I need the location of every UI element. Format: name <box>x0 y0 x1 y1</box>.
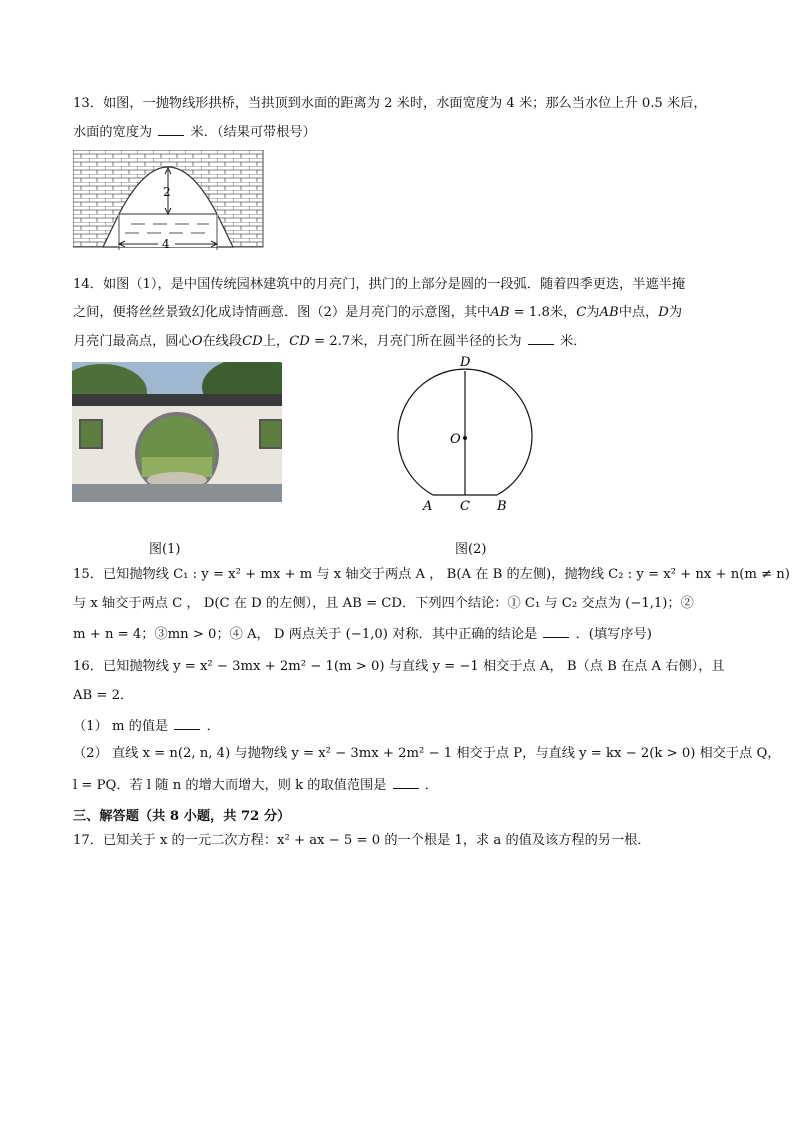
q13-line2 <box>73 123 316 141</box>
q16-text: l = PQ．若 l 随 n 的增大而增大，则 k 的取值范围是 <box>73 778 387 793</box>
point-o-label: O <box>450 432 461 447</box>
q14-var: D <box>658 305 669 320</box>
q14-text: 上， <box>262 334 290 349</box>
q13-line1: 13．如图，一抛物线形拱桥，当拱顶到水面的距离为 2 米时，水面宽度为 4 米；那么当水位上升 0.5 米后， <box>73 96 707 111</box>
q14-text: = 1.8米， <box>509 305 577 320</box>
q15-line3 <box>73 625 652 643</box>
q16-line4: （2） 直线 x = n(2, n, 4) 与抛物线 y = x² − 3mx + 2m² − 1 相交于点 P，与直线 y = kx − 2(k > 0) 相交于点 Q， <box>73 746 781 761</box>
point-a-label: A <box>423 499 433 514</box>
q15-text: ．(填写序号) <box>575 627 652 642</box>
point-c-label: C <box>460 499 470 514</box>
q16-text: （1） m 的值是 <box>73 719 169 734</box>
q16-line3 <box>73 717 220 735</box>
q16-line2: AB = 2． <box>73 688 134 703</box>
q13-answer-blank <box>158 123 184 136</box>
q14-var: CD <box>289 334 310 349</box>
q16-line5 <box>73 776 438 794</box>
q16-answer-blank-2 <box>393 776 419 789</box>
q14-line3 <box>73 332 586 350</box>
moon-gate-photo <box>72 362 282 502</box>
q14-text: 在线段 <box>202 334 243 349</box>
q13-line2-pre: 水面的宽度为 <box>73 125 153 140</box>
q17-line1: 17．已知关于 x 的一元二次方程：x² + ax − 5 = 0 的一个根是 1，求 a 的值及该方程的另一根． <box>73 833 651 848</box>
q14-var: O <box>191 334 203 349</box>
q14-var: C <box>576 305 587 320</box>
q14-text: 中点， <box>618 305 659 320</box>
q15-answer-blank <box>543 625 569 638</box>
q14-text: = 2.7米，月亮门所在圆半径的长为 <box>309 334 522 349</box>
q14-line2 <box>73 305 682 321</box>
q14-answer-blank <box>528 332 554 345</box>
q15-text: m + n = 4；③mn > 0；④ A， D 两点关于 (−1,0) 对称．其中正确的结论是 <box>73 627 538 642</box>
q15-line2: 与 x 轴交于两点 C ， D(C 在 D 的左侧），且 AB = CD．下列四个结论：① C₁ 与 C₂ 交点为 (−1,1)；② <box>73 596 694 611</box>
arch-height-label: 2 <box>163 185 171 199</box>
q14-var: AB <box>599 305 619 320</box>
figure-2-caption: 图(2) <box>455 542 487 557</box>
moon-gate-diagram <box>390 352 540 518</box>
q14-text: 为 <box>668 305 683 320</box>
arch-bridge-figure <box>73 150 265 250</box>
q14-text: 米． <box>560 334 587 349</box>
q16-line1: 16．已知抛物线 y = x² − 3mx + 2m² − 1(m > 0) 与直线 y = −1 相交于点 A， B（点 B 在点 A 右侧），且 <box>73 659 725 674</box>
arch-width-label: 4 <box>162 237 170 250</box>
q14-text: 之间，便将丝丝景致幻化成诗情画意．图（2）是月亮门的示意图，其中 <box>73 305 491 320</box>
point-d-label: D <box>460 355 471 370</box>
q16-text: ． <box>424 778 438 793</box>
q13-line2-post: 米．（结果可带根号） <box>190 125 316 140</box>
q15-line1: 15．已知抛物线 C₁ : y = x² + mx + m 与 x 轴交于两点 A ， B(A 在 B 的左侧)，抛物线 C₂ : y = x² + nx + n(m ≠ n) <box>73 567 790 582</box>
q16-text: ． <box>206 719 220 734</box>
figure-1-caption: 图(1) <box>149 542 181 557</box>
point-b-label: B <box>497 499 507 514</box>
q14-var: CD <box>242 334 263 349</box>
q14-line1: 14．如图（1），是中国传统园林建筑中的月亮门，拱门的上部分是圆的一段弧．随着四季更迭，半遮半掩 <box>73 277 686 292</box>
q14-text: 月亮门最高点，圆心 <box>73 334 192 349</box>
section-heading: 三、解答题（共 8 小题，共 72 分） <box>73 809 291 824</box>
q14-var: AB <box>490 305 510 320</box>
q14-text: 为 <box>586 305 600 320</box>
q16-answer-blank-1 <box>174 717 200 730</box>
